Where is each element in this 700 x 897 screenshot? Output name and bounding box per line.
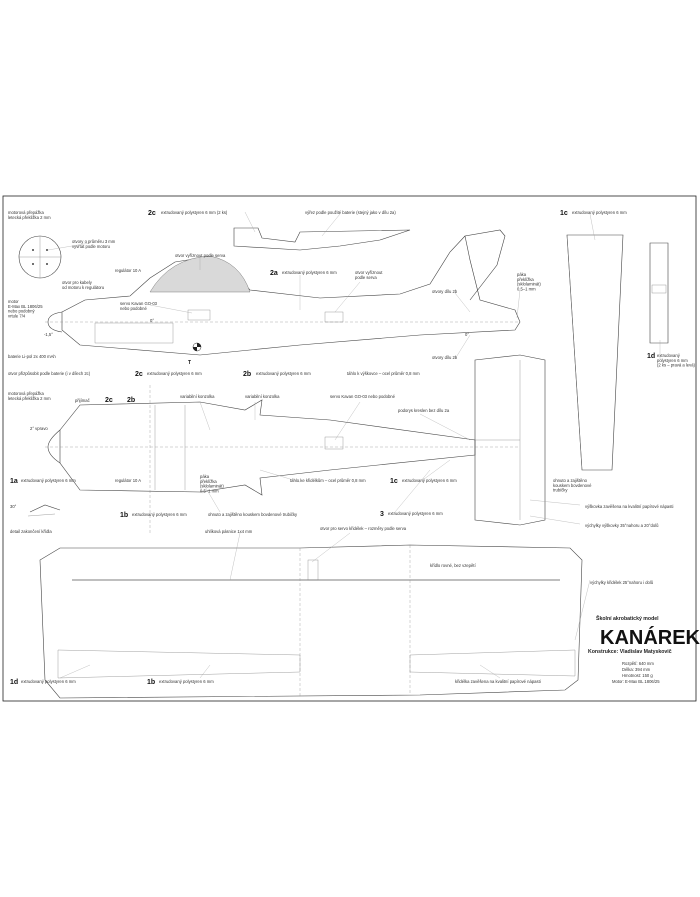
label-hinge-lever: páka překlížka (sklolaminát) 0,5–1 mm: [517, 272, 541, 292]
label-base-line: podorys kreslen bez dílu 2a: [398, 408, 450, 413]
sheet-frame: [3, 196, 696, 701]
label-3-code: 3: [380, 511, 384, 518]
label-1d-left-text: extrudovaný polystyren 6 mm: [21, 679, 76, 684]
label-2c-bottom-text: extrudovaný polystyren 6 mm: [147, 371, 202, 376]
label-2c-bottom-code: 2c: [135, 371, 143, 378]
label-1c-mid-code: 1c: [390, 478, 398, 485]
label-cutout-note: výřez podle použité baterie (stejný jako v dílu 2a): [305, 210, 396, 215]
label-2a-code: 2a: [270, 270, 278, 277]
label-bent-note: ohnuto a zajištěno kouskem bovdenové trubičky: [553, 478, 592, 493]
title-subtitle: Školní akrobatický model: [596, 616, 659, 622]
label-canopy-hole: otvor vyříznout podle serva: [175, 253, 226, 258]
label-angle-30: 30°: [10, 504, 17, 509]
svg-text:T: T: [188, 360, 192, 366]
label-battery: baterie Li-pol 2x 400 mAh: [8, 354, 56, 359]
label-battery-hole: otvor přizpůsobit podle baterie (i v dílech 2c): [8, 371, 91, 376]
label-2b-text: extrudovaný polystyren 6 mm: [256, 371, 311, 376]
label-wing-end: detail zakončení křídla: [10, 529, 52, 534]
label-receiver: přijímač: [75, 398, 90, 403]
title-spec: Hmotnost: 150 g: [622, 673, 653, 678]
label-elevator-throw: výchylky výškovky 35°nahoru a 20°dolů: [585, 523, 659, 528]
label-holes-2b-bottom: otvory dílu 2b: [432, 355, 458, 360]
label-stiffener: uhlíková pásnice 1x4 mm: [205, 529, 253, 534]
label-var-bend1: variabilní konzolka: [180, 394, 215, 399]
title-name: KANÁREK: [600, 627, 700, 649]
label-lever-mid: páka překlížka (sklolaminát) 0,5–1 mm: [200, 474, 224, 494]
label-1b-code: 1b: [120, 512, 129, 519]
label-1a-code: 1a: [10, 478, 18, 485]
title-spec: Rozpětí: 640 mm: [622, 661, 654, 666]
label-motor-plate: motorová přepážka letecká překližka 2 mm: [8, 210, 51, 220]
label-1d-left-code: 1d: [10, 679, 19, 686]
label-2a-text: extrudovaný polystyren 6 mm: [282, 270, 337, 275]
title-spec: Motor: E-Max BL 1806/25: [612, 679, 660, 684]
label-servo-top: servo Kavan GO-03 nebo podobné: [120, 301, 158, 311]
label-wing-flat: křídlo rovné, bez vzepětí: [430, 563, 476, 568]
label-2c-top-text: extrudovaný polystyren 6 mm (2 ks): [161, 210, 228, 215]
label-aileron-throw: výchylky křidélek 25°nahoru i dolů: [590, 580, 654, 585]
label-elevator-hinge: výškovka zavěšena na kvalitní papírové nápasti: [585, 504, 674, 509]
label-regulator-top: regulátor 10 A: [115, 268, 142, 273]
label-2b-code: 2b: [243, 371, 252, 378]
label-mid-2b: 2b: [127, 397, 136, 404]
label-1c-code: 1c: [560, 210, 568, 217]
label-servo-wing: otvor pro servo křidélek – rozměry podle serva: [320, 526, 407, 531]
label-ail-pushrod: táhlo ke křidélkům – ocel průměr 0,8 mm: [290, 478, 366, 483]
label-aileron-hinge: křidélka zavěšena na kvalitní papírové nápasti: [455, 679, 541, 684]
label-mid-2c: 2c: [105, 397, 113, 404]
label-holes: otvory o průměru 3 mm vyvrtat podle motoru: [72, 239, 116, 249]
label-motor-plate-mid: motorová přepážka letecká překližka 2 mm: [8, 391, 51, 401]
title-spec: Délka: 394 mm: [622, 667, 651, 672]
label-servo-mid: servo Kavan GO-03 nebo podobné: [330, 394, 395, 399]
label-1b-wing-text: extrudovaný polystyren 6 mm: [159, 679, 214, 684]
label-1c-mid-text: extrudovaný polystyren 6 mm: [402, 478, 457, 483]
label-holes-2b: otvory dílu 2b: [432, 289, 458, 294]
label-1d-right-code: 1d: [647, 353, 656, 360]
label-servo-hole: otvor vyříznout podle serva: [355, 270, 383, 280]
label-motor: motor E-Max BL 1806/25 nebo podobný vrtule 7/4: [8, 299, 43, 319]
label-2c-top-code: 2c: [148, 210, 156, 217]
label-1c-text: extrudovaný polystyren 6 mm: [572, 210, 627, 215]
label-right-thrust: 2° vpravo: [30, 426, 48, 431]
title-author: Konstrukce: Vladislav Matyskovič: [588, 649, 672, 655]
label-var-bend2: variabilní konzolka: [245, 394, 280, 399]
label-1b-text: extrudovaný polystyren 6 mm: [132, 512, 187, 517]
label-zero-deg-tail: 0°: [465, 332, 470, 337]
label-cable-hole: otvor pro kabely od motoru k regulátoru: [62, 280, 105, 290]
label-1a-text: extrudovaný polystyren 6 mm: [21, 478, 76, 483]
label-regulator-mid: regulátor 10 A: [115, 478, 142, 483]
label-1b-wing-code: 1b: [147, 679, 156, 686]
label-zero-deg: 0°: [150, 318, 155, 323]
label-1d-right-text: extrudovaný polystyren 6 mm (2 ks – pravá a levá): [657, 353, 695, 368]
label-tube-note: ohnuto a zajištěno kouskem bovdenové trubičky: [208, 512, 298, 517]
label-3-text: extrudovaný polystyren 6 mm: [388, 511, 443, 516]
label-pushrod: táhlo k výškovce – ocel průměr 0,8 mm: [347, 371, 420, 376]
label-angle-down: -1,5°: [44, 332, 53, 337]
